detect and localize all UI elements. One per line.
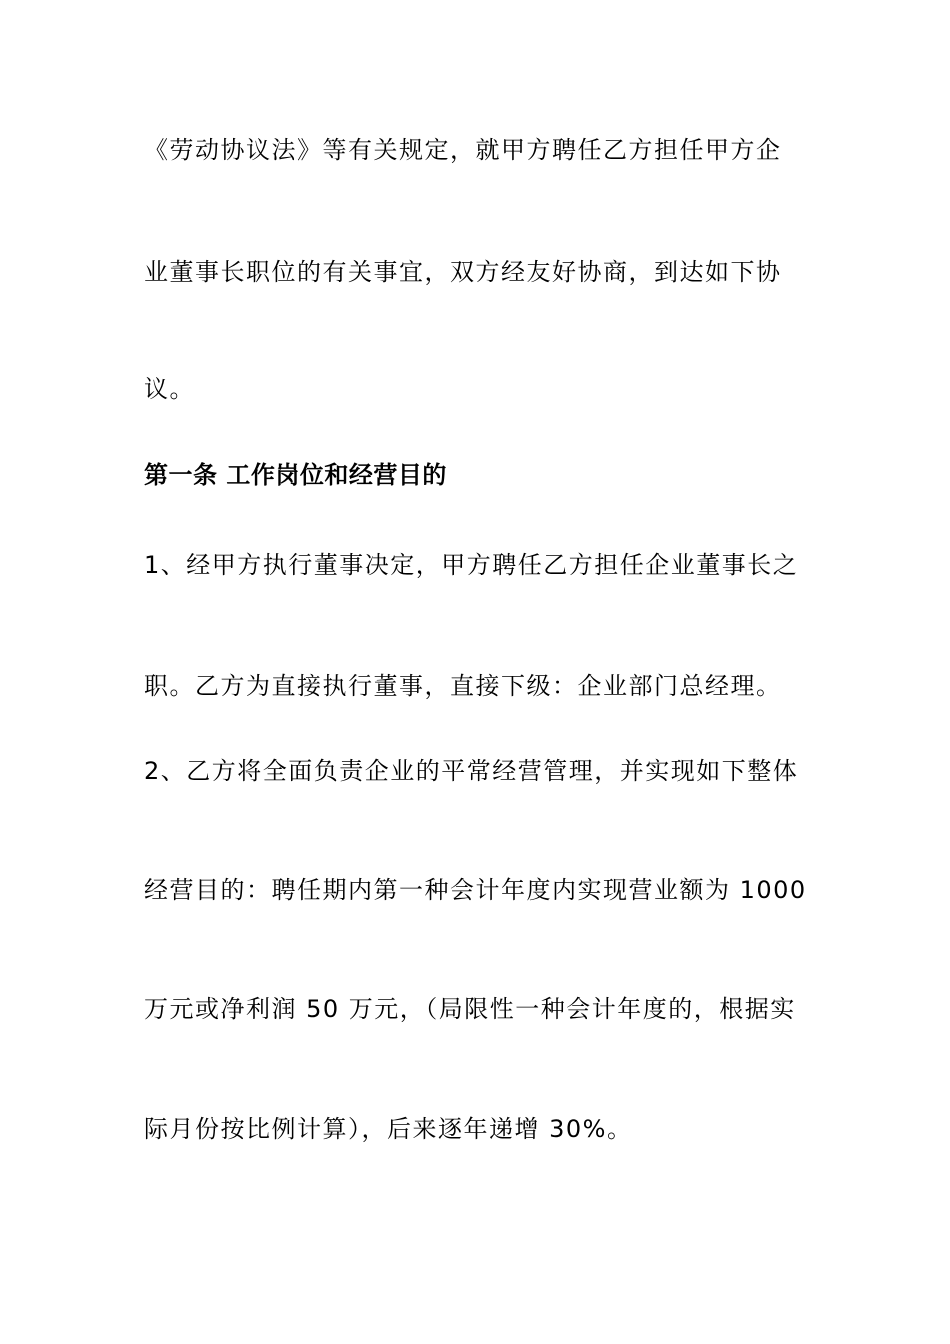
paragraph-line-1: 《劳动协议法》等有关规定，就甲方聘任乙方担任甲方企 [144,136,782,164]
section-heading: 第一条 工作岗位和经营目的 [144,461,447,489]
paragraph-line-2: 业董事长职位的有关事宜，双方经友好协商，到达如下协 [144,258,782,286]
clause-1-line-2: 职。乙方为直接执行董事，直接下级：企业部门总经理。 [144,672,782,700]
clause-2-line-4: 际月份按比例计算），后来逐年递增 30%。 [144,1115,633,1143]
clause-2-line-2: 经营目的：聘任期内第一种会计年度内实现营业额为 1000 [144,876,807,904]
clause-1-line-1: 1、经甲方执行董事决定，甲方聘任乙方担任企业董事长之 [144,551,799,579]
paragraph-line-3: 议。 [144,375,195,403]
clause-2-line-1: 2、乙方将全面负责企业的平常经营管理，并实现如下整体 [144,757,799,785]
clause-2-line-3: 万元或净利润 50 万元，（局限性一种会计年度的，根据实 [144,995,796,1023]
